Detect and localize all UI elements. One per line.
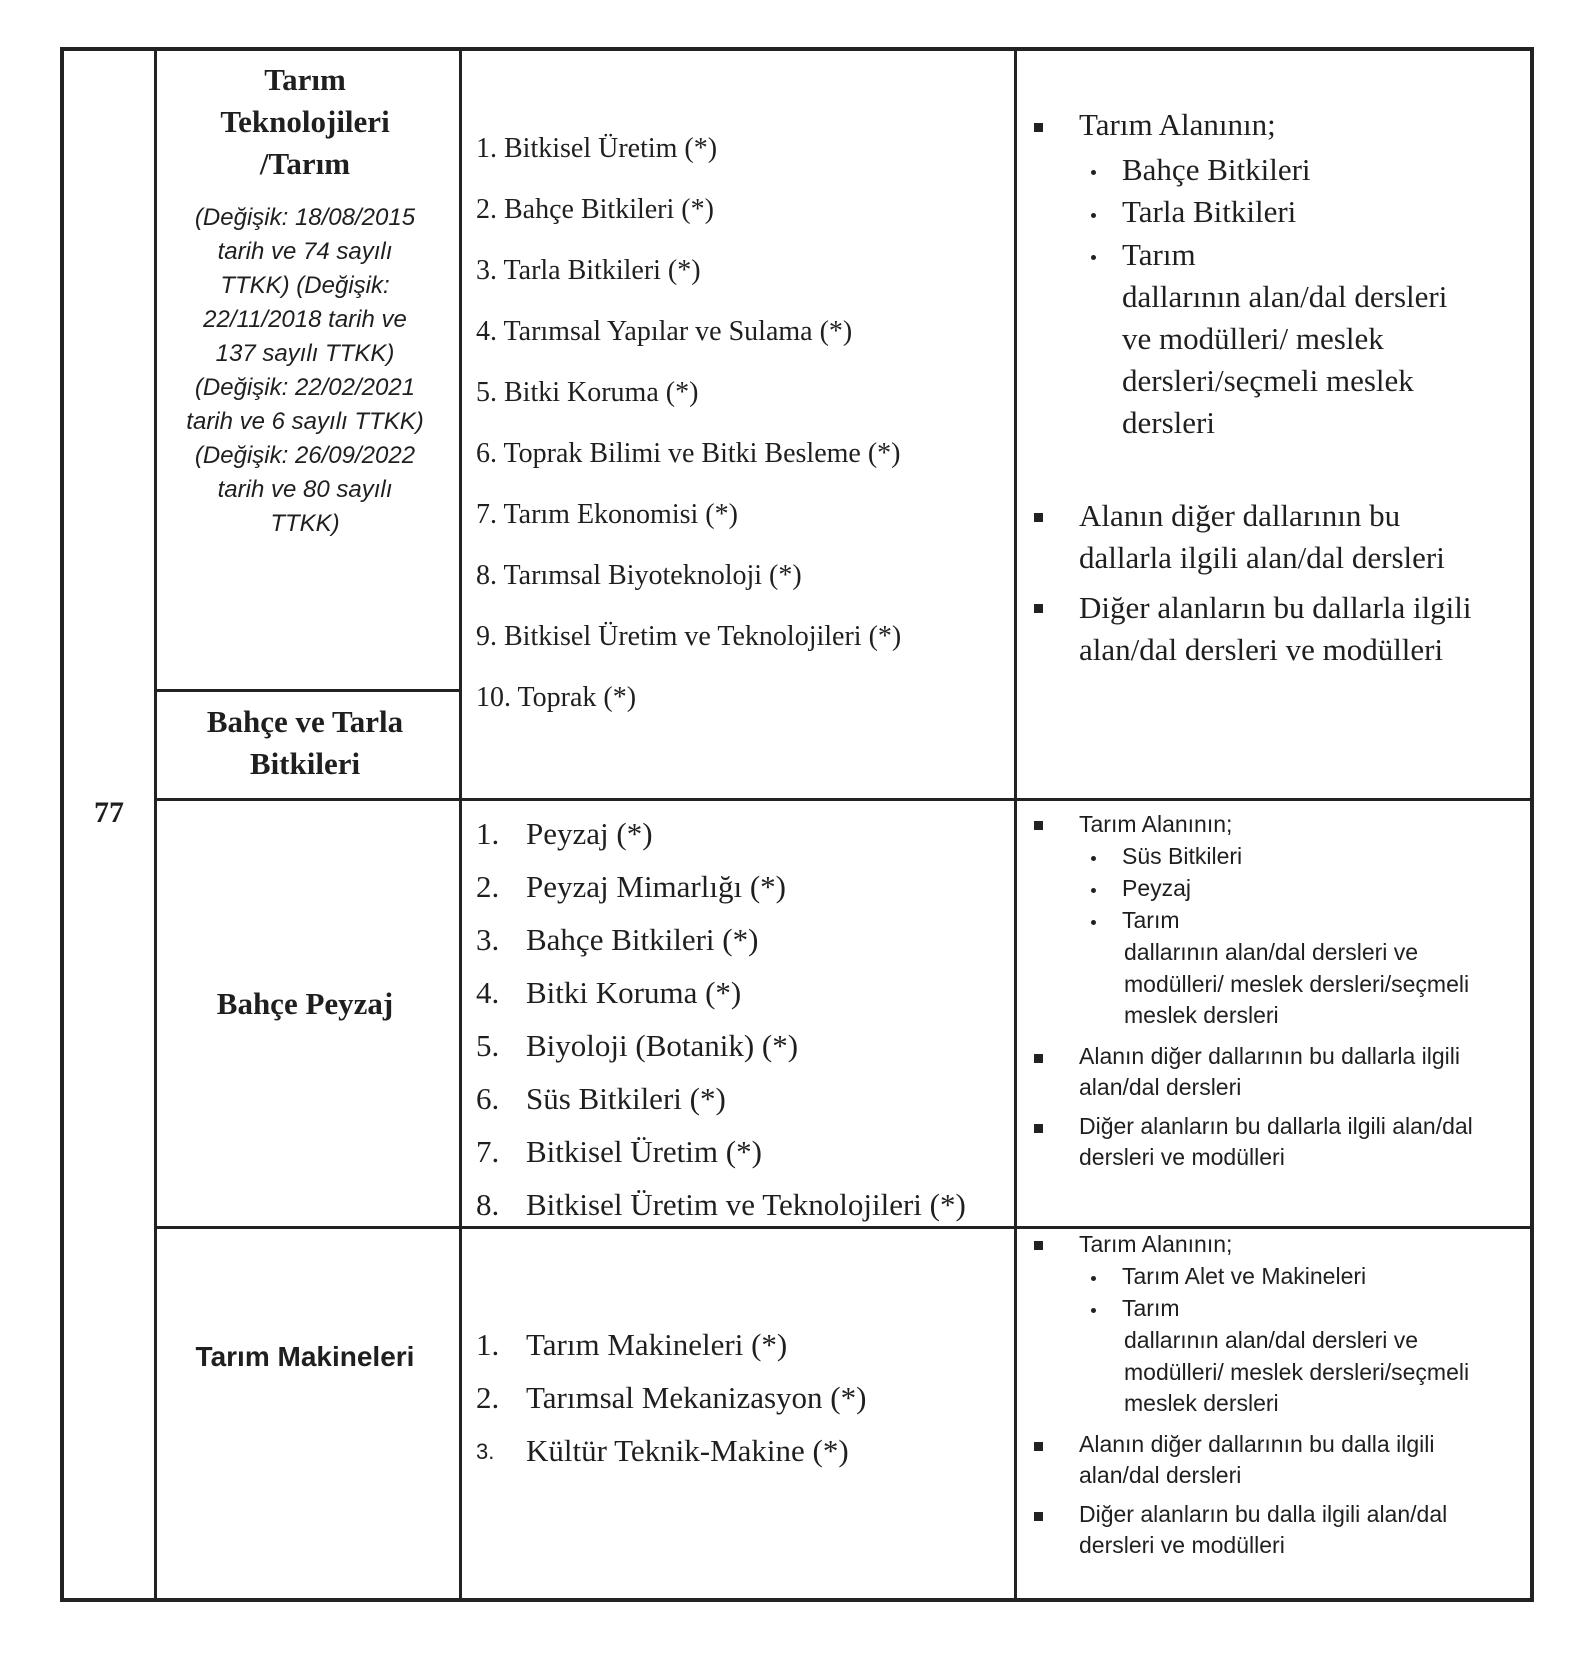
course-item: 3. Bahçe Bitkileri (*) — [476, 922, 759, 957]
course-item: 9. Bitkisel Üretim ve Teknolojileri (*) — [476, 621, 902, 652]
course-item: 1. Tarım Makineleri (*) — [476, 1327, 788, 1362]
table: 77 Tarım Teknolojileri /Tarım (Değişik: 18/08/2015 tarih ve 74 sayılı TTKK) (Değişik: 22/11/2018 tarih ve 137 sayılı TTKK) (Değişik: 22/02/2021 tarih ve 6 sayılı TTKK) (Değişik: 26/09/2022 tarih ve 80 sayılı TTKK) Bahçe ve Tarla Bitkileri 1. Bitkisel Üretim (*) 2. Bahçe Bitkileri (*) 3. Tarla Bitkileri (*) 4. Tarımsal Yapılar ve Sulama (*) 5. Bitki Koruma (*) 6. Toprak Bilimi ve Bitki Besleme (*) 7. Tarım Ekonomisi (*) 8. Tarımsal Biyoteknoloji (*) 9. Bitkisel Üretim ve Teknolojileri (*) 10. Toprak (*) Tarım Alanının; Bahçe Bitkileri Tarla Bitkileri Tarım dallarının alan/dal dersleri ve modülleri/ meslek dersleri/seçmeli meslek dersleri Alanın diğer dallarının bu dallarla ilgili alan/dal dersleri Diğer alanların bu dallarla ilgili alan/dal dersleri ve modülleri Bahçe Peyzaj 1. Peyzaj (*) 2. Peyzaj Mimarlığı (*) 3. Bahçe Bitkileri (*) 4. Bitki Koruma (*) 5. Biyoloji (Botanik) (*) 6. Süs Bitkileri (*) 7. Bitkisel Üretim (*) 8. Bitkisel Üretim ve Teknolojileri (*) Tarım Alanının; Süs Bitkileri Peyzaj Tarım dallarının alan/dal dersleri ve modülleri/ meslek dersleri/seçmeli meslek dersleri Alanın diğer dallarının bu dallarla ilgili alan/dal dersleri Diğer alanların bu dallarla ilgili alan/dal dersleri ve modülleri Tarım Makineleri 1. Tarım Makineleri (*) 2. Tarımsal Mekanizasyon (*) 3. Kültür Teknik-Makine (*) Tarım Alanının; Tarım Alet ve Makineleri Tarım dallarının alan/dal dersleri ve modülleri/ meslek dersleri/seçmeli meslek dersleri Alanın diğer dallarının bu dalla ilgili alan/dal dersleri Diğer alanların bu dalla ilgili alan/dal dersleri ve modülleri — [60, 47, 1534, 1602]
course-item: 5. Biyoloji (Botanik) (*) — [476, 1028, 799, 1063]
section-title-tarim-makineleri: Tarım Makineleri — [195, 1341, 415, 1372]
square-bullet-icon — [1034, 123, 1043, 132]
course-item: 1. Bitkisel Üretim (*) — [476, 133, 718, 164]
course-item: 2. Peyzaj Mimarlığı (*) — [476, 869, 786, 904]
row-divider — [154, 689, 460, 692]
course-item: 8. Bitkisel Üretim ve Teknolojileri (*) — [476, 1187, 966, 1222]
square-bullet-icon — [1034, 1241, 1043, 1250]
course-item: 7. Bitkisel Üretim (*) — [476, 1134, 762, 1169]
course-item: 6. Süs Bitkileri (*) — [476, 1081, 726, 1116]
course-item: 2. Tarımsal Mekanizasyon (*) — [476, 1380, 867, 1415]
bullet-dot-icon — [1091, 920, 1096, 925]
square-bullet-icon — [1034, 1442, 1043, 1451]
course-list — [476, 816, 1016, 1240]
amendment-note: (Değişik: 18/08/2015 tarih ve 74 sayılı TTKK) (Değişik: 22/11/2018 tarih ve 137 sayılı TTKK) (Değişik: 22/02/2021 tarih ve 6 sayılı TTKK) (Değişik: 26/09/2022 tarih ve 80 sayılı TTKK) — [186, 204, 424, 537]
course-item: 10. Toprak (*) — [476, 682, 637, 713]
bullet-dot-icon — [1091, 856, 1096, 861]
course-list — [476, 133, 1016, 743]
course-item: 2. Bahçe Bitkileri (*) — [476, 194, 714, 225]
course-list — [476, 1327, 1016, 1486]
section-title-bahce-peyzaj: Bahçe Peyzaj — [216, 986, 394, 1021]
square-bullet-icon — [1034, 1512, 1043, 1521]
course-item: 3. Kültür Teknik-Makine (*) — [476, 1433, 849, 1468]
square-bullet-icon — [1034, 604, 1043, 613]
course-item: 7. Tarım Ekonomisi (*) — [476, 499, 738, 530]
course-item: 6. Toprak Bilimi ve Bitki Besleme (*) — [476, 438, 901, 469]
course-item: 8. Tarımsal Biyoteknoloji (*) — [476, 560, 802, 591]
row-divider — [154, 798, 1534, 801]
square-bullet-icon — [1034, 1124, 1043, 1133]
course-item: 4. Tarımsal Yapılar ve Sulama (*) — [476, 316, 853, 347]
bullet-dot-icon — [1091, 170, 1096, 175]
bullet-dot-icon — [1091, 255, 1096, 260]
square-bullet-icon — [1034, 821, 1043, 830]
square-bullet-icon — [1034, 1054, 1043, 1063]
bullet-dot-icon — [1091, 1308, 1096, 1313]
section-subtitle-bahce-tarla: Bahçe ve Tarla Bitkileri — [206, 704, 404, 781]
course-item: 3. Tarla Bitkileri (*) — [476, 255, 701, 286]
column-divider — [459, 51, 462, 1602]
course-item: 1. Peyzaj (*) — [476, 816, 653, 851]
bullet-dot-icon — [1091, 1276, 1096, 1281]
course-item: 4. Bitki Koruma (*) — [476, 975, 742, 1010]
row-number: 77 — [94, 796, 124, 829]
square-bullet-icon — [1034, 513, 1043, 522]
course-item: 5. Bitki Koruma (*) — [476, 377, 699, 408]
column-divider — [154, 51, 157, 1602]
bullet-dot-icon — [1091, 213, 1096, 218]
section-title-tarim-teknolojileri: Tarım Teknolojileri /Tarım — [220, 62, 390, 181]
bullet-dot-icon — [1091, 888, 1096, 893]
